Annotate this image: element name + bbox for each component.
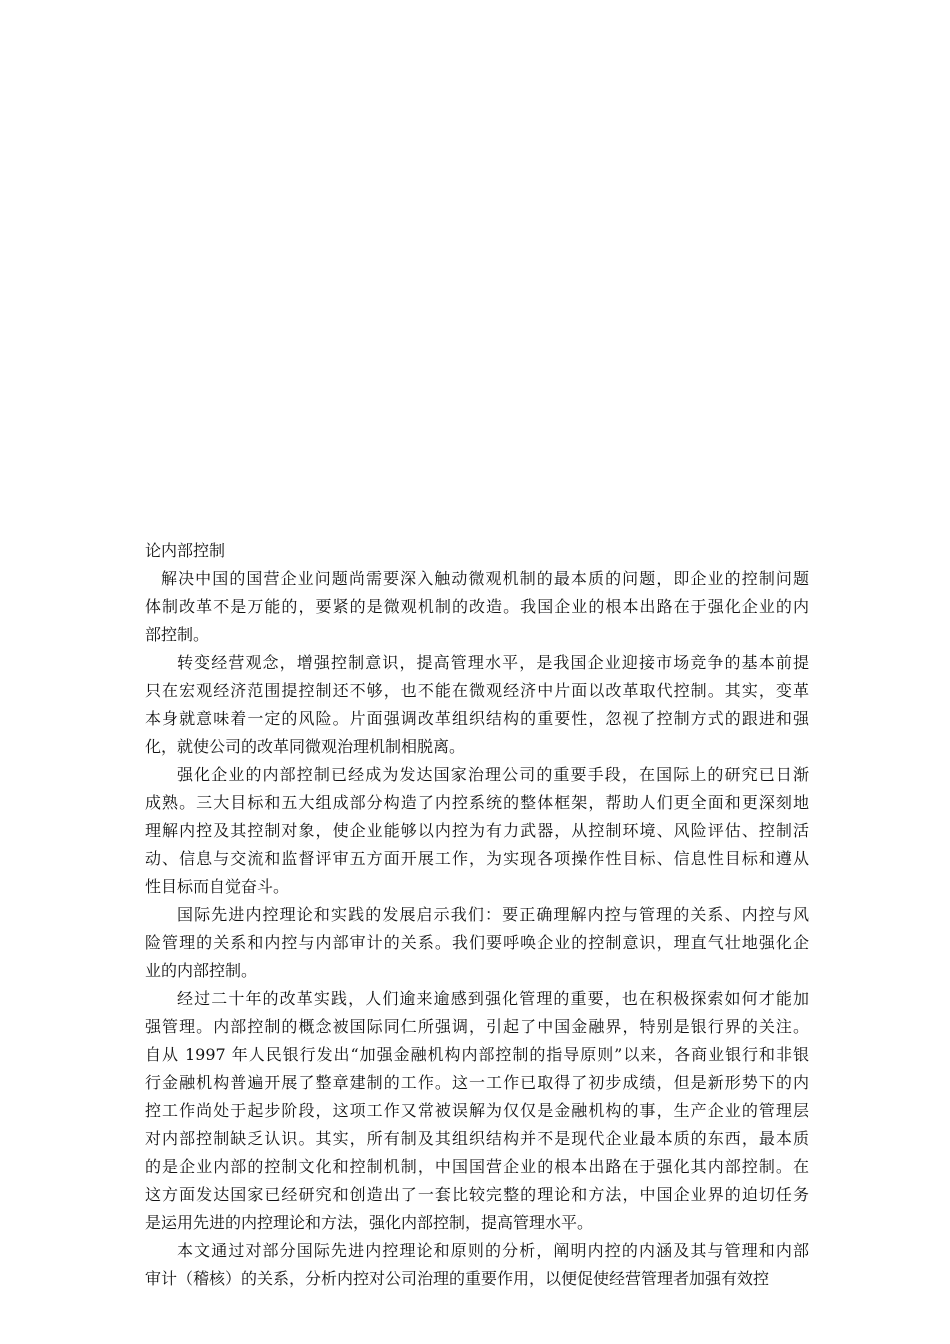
paragraph-line: 部控制。	[145, 625, 210, 644]
paragraph	[145, 901, 809, 985]
paragraph-line: 是运用先进的内控理论和方法，强化内部控制，提高管理水平。	[145, 1213, 594, 1232]
paragraph-line: 解决中国的国营企业问题尚需要深入触动微观机制的最本质的问题，即企业的控制问题	[161, 569, 809, 588]
paragraph	[145, 1237, 809, 1293]
paragraph-line: 只在宏观经济范围提控制还不够，也不能在微观经济中片面以改革取代控制。其实，变革	[145, 681, 809, 700]
paragraph	[145, 565, 809, 649]
paragraph	[145, 649, 809, 761]
paragraph-line: 这方面发达国家已经研究和创造出了一套比较完整的理论和方法，中国企业界的迫切任务	[145, 1185, 809, 1204]
paragraph-line: 性目标而自觉奋斗。	[145, 877, 290, 896]
paragraph-line: 本身就意味着一定的风险。片面强调改革组织结构的重要性，忽视了控制方式的跟进和强	[145, 709, 809, 728]
document-title: 论内部控制	[145, 541, 226, 560]
paragraph-line: 国际先进内控理论和实践的发展启示我们：要正确理解内控与管理的关系、内控与风	[177, 905, 809, 924]
document-body	[145, 537, 809, 1293]
paragraph-line: 本文通过对部分国际先进内控理论和原则的分析，阐明内控的内涵及其与管理和内部	[177, 1241, 809, 1260]
paragraph	[145, 761, 809, 901]
paragraph-line: 自从 1997 年人民银行发出“加强金融机构内部控制的指导原则”以来，各商业银行和非银	[145, 1045, 809, 1064]
paragraph-line: 转变经营观念，增强控制意识，提高管理水平，是我国企业迎接市场竞争的基本前提	[177, 653, 809, 672]
paragraph-line: 强化企业的内部控制已经成为发达国家治理公司的重要手段，在国际上的研究已日渐	[177, 765, 809, 784]
paragraph-line: 审计（稽核）的关系，分析内控对公司治理的重要作用，以便促使经营管理者加强有效控	[145, 1269, 770, 1288]
paragraph-line: 化，就使公司的改革同微观治理机制相脱离。	[145, 737, 466, 756]
paragraph-line: 险管理的关系和内控与内部审计的关系。我们要呼唤企业的控制意识，理直气壮地强化企	[145, 933, 809, 952]
paragraph-line: 的是企业内部的控制文化和控制机制，中国国营企业的根本出路在于强化其内部控制。在	[145, 1157, 809, 1176]
paragraph-line: 体制改革不是万能的，要紧的是微观机制的改造。我国企业的根本出路在于强化企业的内	[145, 597, 809, 616]
paragraph	[145, 985, 809, 1237]
paragraph-line: 行金融机构普遍开展了整章建制的工作。这一工作已取得了初步成绩，但是新形势下的内	[145, 1073, 809, 1092]
paragraph-line: 控工作尚处于起步阶段，这项工作又常被误解为仅仅是金融机构的事，生产企业的管理层	[145, 1101, 809, 1120]
paragraph-line: 对内部控制缺乏认识。其实，所有制及其组织结构并不是现代企业最本质的东西，最本质	[145, 1129, 809, 1148]
paragraph-line: 动、信息与交流和监督评审五方面开展工作，为实现各项操作性目标、信息性目标和遵从	[145, 849, 809, 868]
paragraph-line: 理解内控及其控制对象，使企业能够以内控为有力武器，从控制环境、风险评估、控制活	[145, 821, 809, 840]
paragraph-container	[145, 565, 809, 1293]
paragraph-line: 业的内部控制。	[145, 961, 258, 980]
paragraph-line: 强管理。内部控制的概念被国际同仁所强调，引起了中国金融界，特别是银行界的关注。	[145, 1017, 809, 1036]
paragraph-line: 成熟。三大目标和五大组成部分构造了内控系统的整体框架，帮助人们更全面和更深刻地	[145, 793, 809, 812]
paragraph-line: 经过二十年的改革实践，人们逾来逾感到强化管理的重要，也在积极探索如何才能加	[177, 989, 809, 1008]
